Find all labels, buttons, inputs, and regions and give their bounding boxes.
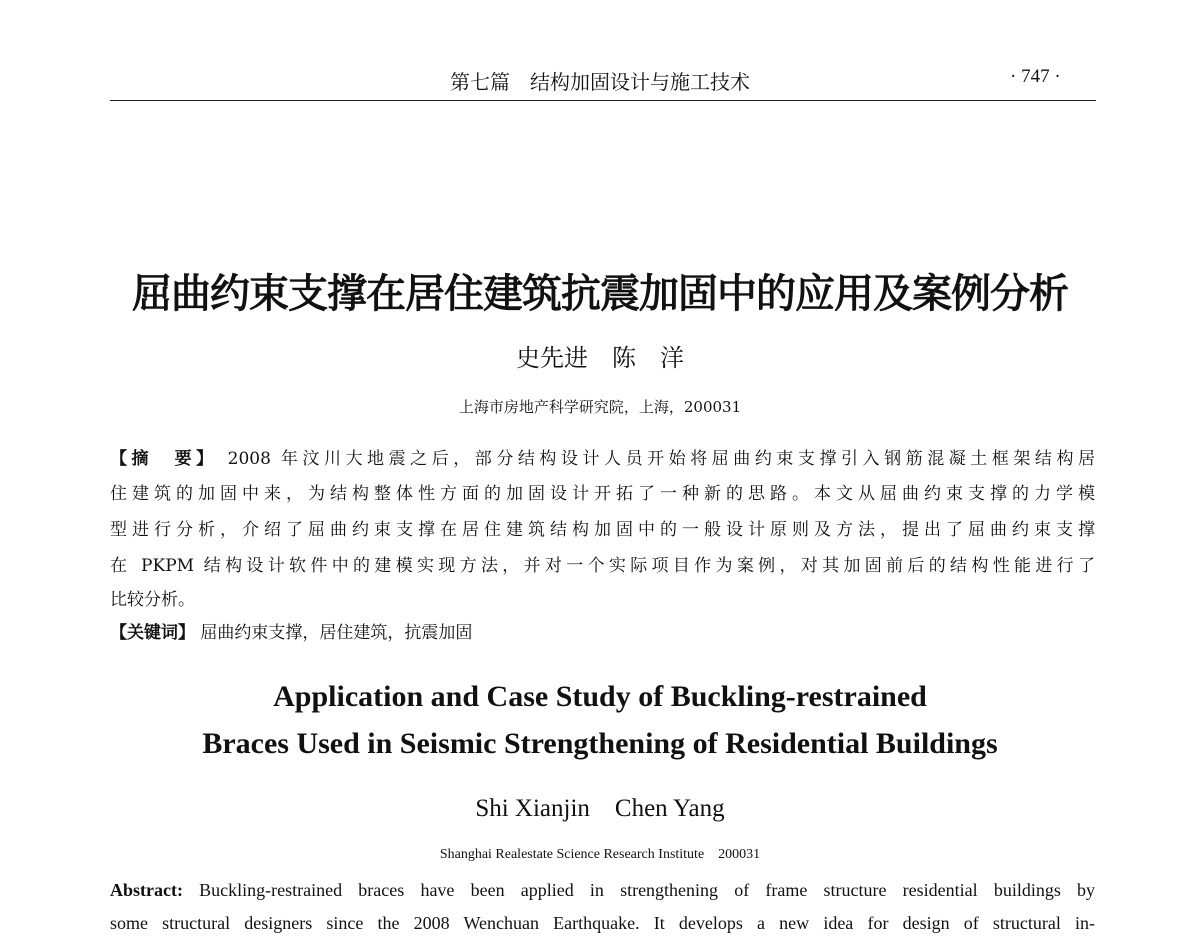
- keywords-cn-label: 【关键词】: [110, 623, 195, 643]
- abstract-en-line: some structural designers since the 2008 Wenchuan Earthquake. It develops a new idea for design of structural in-: [110, 913, 1095, 933]
- english-title-line: Application and Case Study of Buckling-restrained: [273, 680, 927, 713]
- keywords-cn-text: 屈曲约束支撑，居住建筑，抗震加固: [200, 623, 473, 643]
- running-header-section: 第七篇 结构加固设计与施工技术: [450, 70, 750, 94]
- abstract-cn-line: 比较分析。: [110, 590, 195, 610]
- page-number: · 747 ·: [1010, 66, 1061, 87]
- authors: 史先进 陈 洋: [516, 344, 684, 372]
- keywords-cn: [110, 618, 1095, 643]
- affiliation: 上海市房地产科学研究院，上海，200031: [458, 398, 742, 416]
- abstract-cn-line: 在 PKPM 结构设计软件中的建模实现方法，并对一个实际项目作为案例，对其加固前后的结构性能进行了: [110, 556, 1095, 576]
- english-title-line: Braces Used in Seismic Strengthening of Residential Buildings: [202, 727, 998, 760]
- paper-title: 屈曲约束支撑在居住建筑抗震加固中的应用及案例分析: [132, 270, 1068, 317]
- abstract-cn-text: 2008 年汶川大地震之后，部分结构设计人员开始将屈曲约束支撑引入钢筋混凝土框架结构居: [227, 449, 1095, 469]
- header-rule: [110, 100, 1096, 101]
- abstract-cn-line: 型进行分析，介绍了屈曲约束支撑在居住建筑结构加固中的一般设计原则及方法，提出了屈曲约束支撑: [110, 520, 1095, 540]
- abstract-en-line: [110, 880, 1095, 901]
- abstract-en-text: Buckling-restrained braces have been applied in strengthening of frame structure residential buildings by: [199, 880, 1096, 900]
- abstract-en-label: Abstract:: [110, 880, 183, 900]
- abstract-cn-line: 住建筑的加固中来，为结构整体性方面的加固设计开拓了一种新的思路。本文从屈曲约束支撑的力学模: [110, 484, 1095, 504]
- abstract-cn-line: [110, 444, 1095, 469]
- abstract-cn-label: 【摘 要】: [110, 449, 218, 469]
- english-affiliation: Shanghai Realestate Science Research Institute 200031: [439, 847, 761, 862]
- english-authors: Shi Xianjin Chen Yang: [475, 795, 725, 822]
